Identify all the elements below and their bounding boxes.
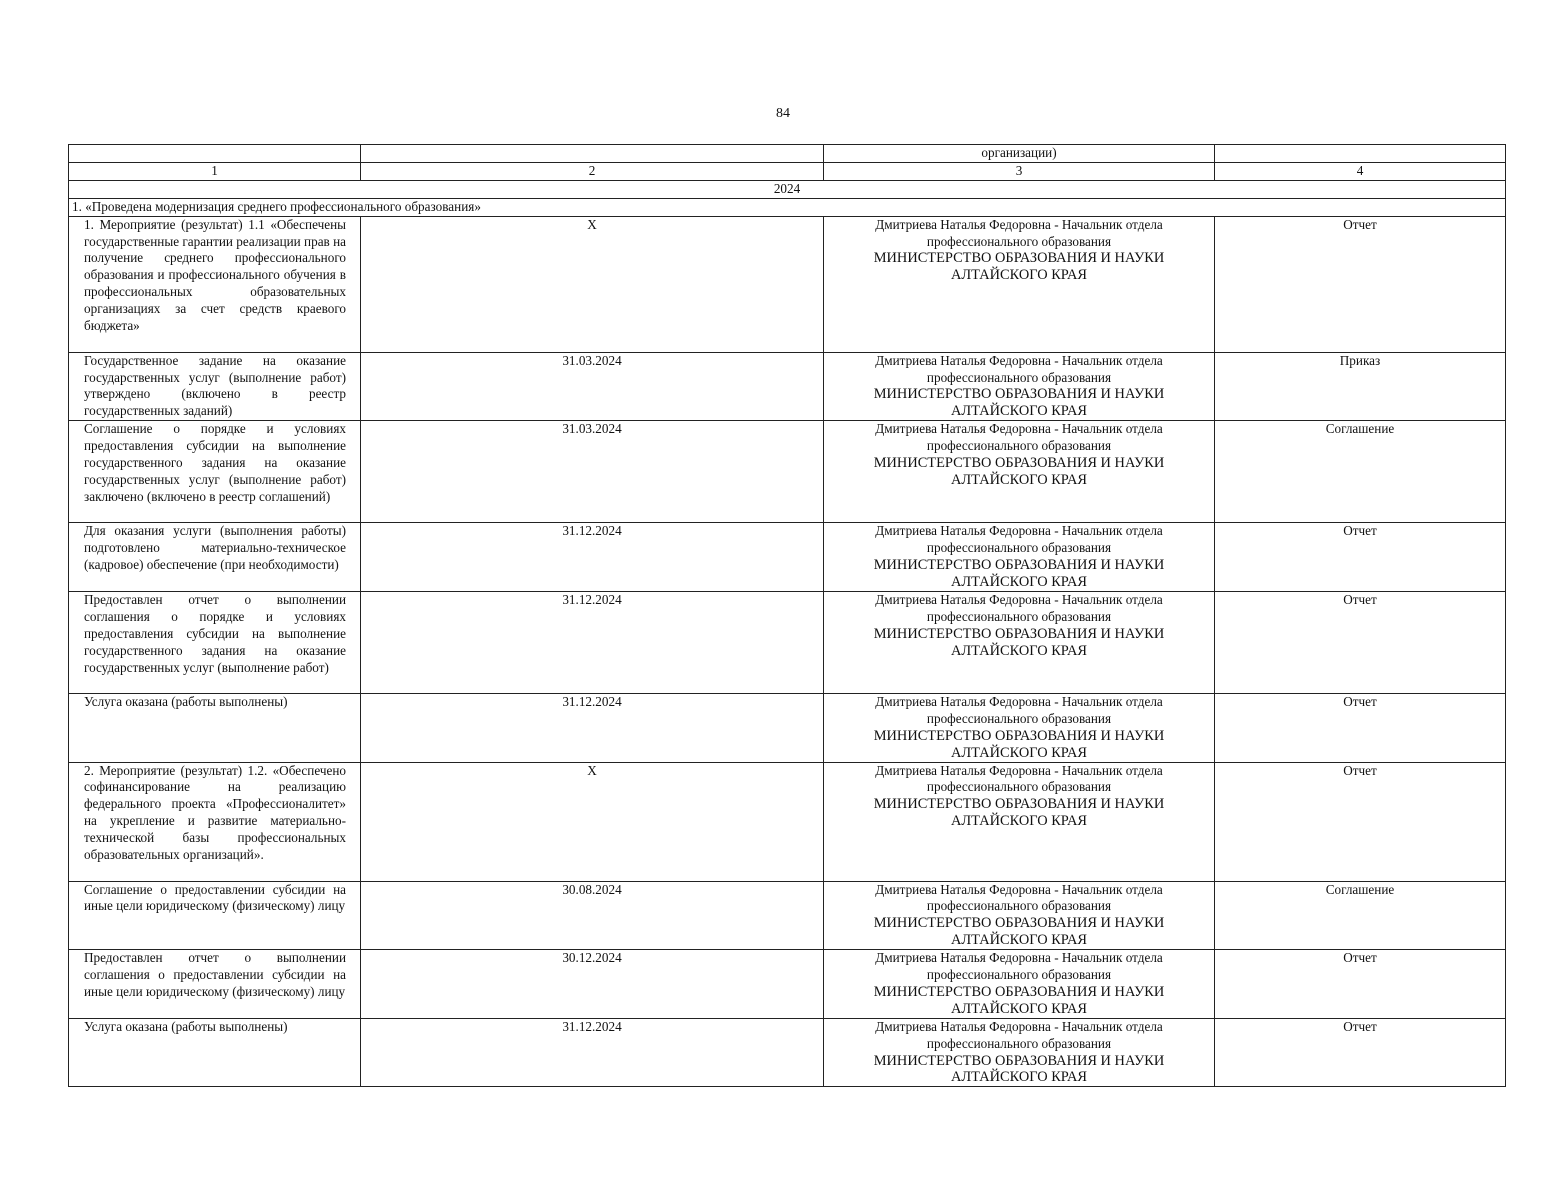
- table-row: [69, 950, 1506, 1019]
- header-continuation-row: [69, 145, 1506, 163]
- responsible-organization: АЛТАЙСКОГО КРАЯ: [951, 403, 1087, 420]
- deadline-date: 31.12.2024: [361, 523, 824, 592]
- responsible-department: профессионального образования: [926, 540, 1112, 556]
- responsible-person: [824, 216, 1215, 352]
- header-cell: [1215, 145, 1506, 163]
- responsible-organization: МИНИСТЕРСТВО ОБРАЗОВАНИЯ И НАУКИ: [873, 250, 1165, 267]
- responsible-name: Дмитриева Наталья Федоровна - Начальник отдела: [875, 216, 1163, 232]
- responsible-organization: АЛТАЙСКОГО КРАЯ: [951, 813, 1087, 830]
- document-type: Отчет: [1215, 950, 1506, 1019]
- document-type: Отчет: [1215, 216, 1506, 352]
- responsible-organization: АЛТАЙСКОГО КРАЯ: [951, 573, 1087, 590]
- responsible-department: профессионального образования: [926, 710, 1112, 726]
- responsible-organization: МИНИСТЕРСТВО ОБРАЗОВАНИЯ И НАУКИ: [873, 455, 1165, 472]
- document-type: Отчет: [1215, 1018, 1506, 1087]
- responsible-name: Дмитриева Наталья Федоровна - Начальник отдела: [875, 352, 1163, 368]
- document-type: Отчет: [1215, 762, 1506, 881]
- responsible-department: профессионального образования: [926, 967, 1112, 983]
- responsible-organization: АЛТАЙСКОГО КРАЯ: [951, 471, 1087, 488]
- page-number: 84: [776, 106, 790, 121]
- responsible-department: профессионального образования: [926, 438, 1112, 454]
- responsible-name: Дмитриева Наталья Федоровна - Начальник отдела: [875, 693, 1163, 709]
- responsible-organization: АЛТАЙСКОГО КРАЯ: [951, 744, 1087, 761]
- table-row: [69, 1018, 1506, 1087]
- deadline-date: X: [361, 762, 824, 881]
- deadline-date: 31.03.2024: [361, 421, 824, 523]
- responsible-person: [824, 352, 1215, 421]
- header-cell: [69, 145, 361, 163]
- responsible-person: [824, 1018, 1215, 1087]
- deadline-date: 31.12.2024: [361, 591, 824, 693]
- responsible-department: профессионального образования: [926, 898, 1112, 914]
- table-row: [69, 762, 1506, 881]
- header-cell: [361, 145, 824, 163]
- responsible-name: Дмитриева Наталья Федоровна - Начальник отдела: [875, 591, 1163, 607]
- responsible-organization: АЛТАЙСКОГО КРАЯ: [951, 267, 1087, 284]
- activity-description: Для оказания услуги (выполнения работы) подготовлено материально-техническое (кадровое) обеспечение (при необходимости): [69, 523, 361, 592]
- responsible-name: Дмитриева Наталья Федоровна - Начальник отдела: [875, 950, 1163, 966]
- responsible-department: профессионального образования: [926, 369, 1112, 385]
- responsible-organization: АЛТАЙСКОГО КРАЯ: [951, 1069, 1087, 1086]
- column-number: 3: [824, 162, 1215, 180]
- table-row: [69, 352, 1506, 421]
- column-number: 2: [361, 162, 824, 180]
- document-type: Отчет: [1215, 523, 1506, 592]
- table-row: [69, 421, 1506, 523]
- responsible-person: [824, 693, 1215, 762]
- column-number: 4: [1215, 162, 1506, 180]
- document-type: Отчет: [1215, 693, 1506, 762]
- responsible-department: профессионального образования: [926, 608, 1112, 624]
- activity-description: 1. Мероприятие (результат) 1.1 «Обеспечены государственные гарантии реализации прав на получение среднего профессионального образования и профессионального обучения в профессиональных образовательных организациях за счет средств краевого бюджета»: [69, 216, 361, 352]
- responsible-organization: АЛТАЙСКОГО КРАЯ: [951, 642, 1087, 659]
- responsible-name: Дмитриева Наталья Федоровна - Начальник отдела: [875, 881, 1163, 897]
- document-type: Соглашение: [1215, 881, 1506, 950]
- deadline-date: 31.12.2024: [361, 1018, 824, 1087]
- table-row: [69, 523, 1506, 592]
- responsible-department: профессионального образования: [926, 779, 1112, 795]
- activity-table: [68, 144, 1506, 1087]
- responsible-organization: АЛТАЙСКОГО КРАЯ: [951, 1000, 1087, 1017]
- deadline-date: X: [361, 216, 824, 352]
- responsible-organization: МИНИСТЕРСТВО ОБРАЗОВАНИЯ И НАУКИ: [873, 625, 1165, 642]
- responsible-person: [824, 421, 1215, 523]
- responsible-organization: МИНИСТЕРСТВО ОБРАЗОВАНИЯ И НАУКИ: [873, 983, 1165, 1000]
- document-type: Соглашение: [1215, 421, 1506, 523]
- section-title: 1. «Проведена модернизация среднего профессионального образования»: [69, 198, 1506, 216]
- year-label: 2024: [69, 180, 1506, 198]
- responsible-person: [824, 881, 1215, 950]
- deadline-date: 31.03.2024: [361, 352, 824, 421]
- activity-description: Государственное задание на оказание государственных услуг (выполнение работ) утверждено (включено в реестр государственных заданий): [69, 352, 361, 421]
- activity-description: Услуга оказана (работы выполнены): [69, 1018, 361, 1087]
- table-row: [69, 591, 1506, 693]
- table-row: [69, 216, 1506, 352]
- activity-description: Предоставлен отчет о выполнении соглашения о порядке и условиях предоставления субсидии на выполнение государственного задания на оказание государственных услуг (выполнение работ): [69, 591, 361, 693]
- activity-description: Соглашение о предоставлении субсидии на иные цели юридическому (физическому) лицу: [69, 881, 361, 950]
- responsible-organization: МИНИСТЕРСТВО ОБРАЗОВАНИЯ И НАУКИ: [873, 386, 1165, 403]
- column-number-row: [69, 162, 1506, 180]
- activity-description: Предоставлен отчет о выполнении соглашения о предоставлении субсидии на иные цели юридическому (физическому) лицу: [69, 950, 361, 1019]
- deadline-date: 30.08.2024: [361, 881, 824, 950]
- responsible-person: [824, 950, 1215, 1019]
- activity-description: 2. Мероприятие (результат) 1.2. «Обеспечено софинансирование на реализацию федерального проекта «Профессионалитет» на укрепление и развитие материально-технической базы профессиональных образовательных организаций».: [69, 762, 361, 881]
- year-row: [69, 180, 1506, 198]
- deadline-date: 30.12.2024: [361, 950, 824, 1019]
- column-number: 1: [69, 162, 361, 180]
- responsible-organization: МИНИСТЕРСТВО ОБРАЗОВАНИЯ И НАУКИ: [873, 915, 1165, 932]
- responsible-person: [824, 591, 1215, 693]
- responsible-name: Дмитриева Наталья Федоровна - Начальник отдела: [875, 762, 1163, 778]
- deadline-date: 31.12.2024: [361, 693, 824, 762]
- responsible-organization: МИНИСТЕРСТВО ОБРАЗОВАНИЯ И НАУКИ: [873, 796, 1165, 813]
- activity-rows: [69, 216, 1506, 1087]
- header-cell: организации): [824, 145, 1215, 163]
- responsible-person: [824, 762, 1215, 881]
- responsible-person: [824, 523, 1215, 592]
- responsible-name: Дмитриева Наталья Федоровна - Начальник отдела: [875, 421, 1163, 437]
- table-row: [69, 693, 1506, 762]
- activity-description: Услуга оказана (работы выполнены): [69, 693, 361, 762]
- table-row: [69, 881, 1506, 950]
- responsible-name: Дмитриева Наталья Федоровна - Начальник отдела: [875, 1018, 1163, 1034]
- responsible-department: профессионального образования: [926, 1035, 1112, 1051]
- responsible-organization: МИНИСТЕРСТВО ОБРАЗОВАНИЯ И НАУКИ: [873, 557, 1165, 574]
- section-row: [69, 198, 1506, 216]
- document-type: Приказ: [1215, 352, 1506, 421]
- responsible-name: Дмитриева Наталья Федоровна - Начальник отдела: [875, 523, 1163, 539]
- responsible-organization: АЛТАЙСКОГО КРАЯ: [951, 932, 1087, 949]
- document-type: Отчет: [1215, 591, 1506, 693]
- activity-description: Соглашение о порядке и условиях предоставления субсидии на выполнение государственного задания на оказание государственных услуг (выполнение работ) заключено (включено в реестр соглашений): [69, 421, 361, 523]
- responsible-organization: МИНИСТЕРСТВО ОБРАЗОВАНИЯ И НАУКИ: [873, 1052, 1165, 1069]
- responsible-organization: МИНИСТЕРСТВО ОБРАЗОВАНИЯ И НАУКИ: [873, 727, 1165, 744]
- responsible-department: профессионального образования: [926, 233, 1112, 249]
